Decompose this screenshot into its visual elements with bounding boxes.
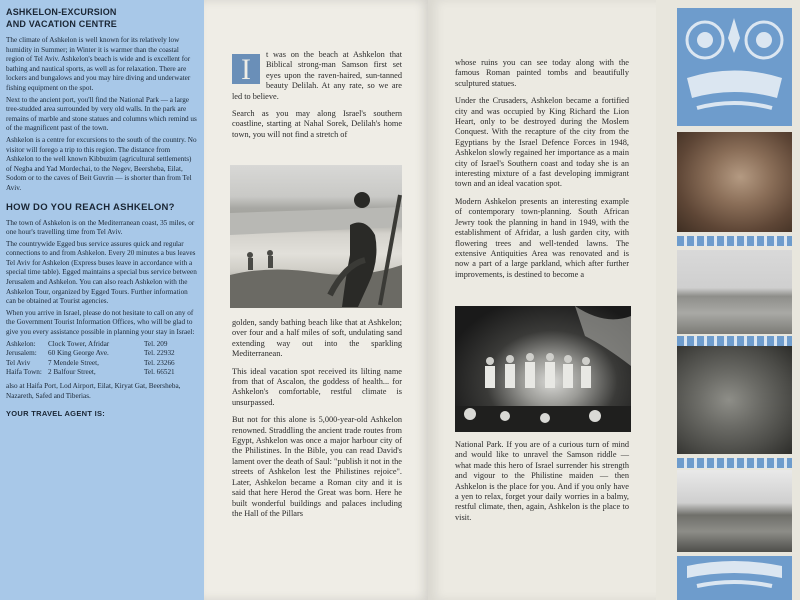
contact-row [6, 368, 198, 378]
mid2-top-column [455, 58, 629, 287]
paragraph-crusaders: Under the Crusaders, Ashkelon became a fortified city and was occupied by King Richard the Lion Heart, only to be destroyed during the Moslem Conquest. With the recapture of the city from the Egyptians by the Israel Defence Forces in 1948, Ashkelon slowly regained her importance as a main city of Israel's Southern coast and today she is an interesting mixture of a fast developing immigrant town and an ideal vacation spot. [455, 96, 629, 189]
concert-scene-graphic [455, 306, 631, 432]
contact-phone: Tel. 209 [144, 339, 168, 348]
contact-address: 7 Mendele Street, [48, 358, 99, 367]
contact-phone: Tel. 66521 [144, 368, 175, 377]
base-ornament-icon [677, 556, 792, 600]
statue-photo [677, 346, 792, 454]
paragraph-tourist-offices: When you arrive in Israel, please do not hesitate to call on any of the Government Tourist Information Offices, who will be glad to give you every assistance possible in planning your stay in Israel: [6, 308, 195, 337]
paragraph-modern-ashkelon: Modern Ashkelon presents an interesting example of contemporary town-planning. South African Jewry took the planning in hand in 1949, with the establishment of Afridar, a lush garden city, with flowering trees and well-tended lawns. The extensive Antiquities Area was renovated and is now a part of a large parkland, which after further improvements, is destined to become a [455, 196, 629, 279]
beach-photo [230, 165, 402, 308]
heading-how-to-reach: HOW DO YOU REACH ASHKELON? [6, 201, 175, 213]
mid1-intro-column [232, 50, 402, 147]
garden-photo [677, 470, 792, 552]
paragraph-search-coast: Search as you may along Israel's southern coastline, starting at Nahal Sorek, Delilah's home town, you will not find a stretch of [232, 109, 402, 139]
paragraph-golden-beach: golden, sandy bathing beach like that at Ashkelon; over four and a half miles of soft, undulating sand extending way out into the sparkling Mediterranean. [232, 318, 402, 359]
paragraph-other-offices: also at Haifa Port, Lod Airport, Eilat, Kiryat Gat, Beersheba, Nazareth, Safed and Tiberias. [6, 382, 181, 400]
travel-agent-label: YOUR TRAVEL AGENT IS: [6, 409, 106, 419]
fresco-portrait-photo [677, 132, 792, 232]
paragraph-bus-service: The countrywide Egged bus service assures quick and regular connections to and from Ashkelon. Every 20 minutes a bus leaves Tel Aviv for Ashkelon (Express buses leave in accordance with a special time table). Egged maintains a special bus service between Jerusalem and Ashkelon. You can also reach Ashkelon with the Ashkelon Tour, organized by Egged Tours. Further information can be obtained at Tourist agencies. [6, 239, 197, 306]
mid1-body-column [232, 318, 402, 526]
dropcap-letter: I [232, 54, 260, 84]
paragraph-location: The town of Ashkelon is on the Mediterranean coast, 35 miles, or one hour's travelling time from Tel Aviv. [6, 218, 195, 237]
mid2-bottom-column [455, 440, 629, 530]
contact-address: 2 Balfour Street, [48, 368, 96, 377]
contact-city: Ashkelon: [6, 339, 36, 348]
contact-phone: Tel. 22932 [144, 349, 175, 358]
contact-row [6, 340, 198, 350]
paragraph-excursions: Ashkelon is a centre for excursions to the south of the country. No visitor will forego a trip to this region. The distance from Ashkelon to the well known Kibbuzim (agricultural settlements) of Negba and Yad Mordechai, to the Negev, Beersheba, Eilat, Sodom or to the caves of Beit Guvrin — is shorter than from Tel Aviv. [6, 135, 197, 192]
left-text-column [6, 6, 198, 418]
contact-city: Haifa Town: [6, 368, 42, 377]
contact-row [6, 359, 198, 369]
contact-list [6, 340, 198, 378]
paragraph-climate: The climate of Ashkelon is well known for its relatively low humidity in Summer; in Winter it is warmer than the coastal region of Tel Aviv. Ashkelon's beach is wide and is excellent for bathing and nautical sports, as well as for relaxation. There are lockers and bungalows and you may hire diving and underwater fishing equipment on the spot. [6, 36, 191, 92]
contact-address: 60 King George Ave. [48, 349, 109, 358]
contact-address: Clock Tower, Afridar [48, 339, 110, 348]
paragraph-ascalon-name: This ideal vacation spot received its lilting name from that of Ascalon, the goddess of health... for Ashkelon's comfortable, restful climate is unsurpassed. [232, 366, 402, 407]
decorative-stripe [677, 236, 792, 246]
contact-city: Tel Aviv [6, 358, 31, 367]
decorative-stripe [677, 336, 792, 346]
heading-excursion-centre: ASHKELON-EXCURSION AND VACATION CENTRE [6, 7, 117, 29]
paragraph-national-park: Next to the ancient port, you'll find the National Park — a large tree-studded area surrounded by very old walls. In the park are remains of marble and stone statues and columns which remind us of the magnificent past of the town. [6, 95, 197, 133]
paragraph-roman-ruins: whose ruins you can see today along with the famous Roman painted tombs and beautifully sculptured statues. [455, 58, 629, 88]
contact-row [6, 349, 198, 359]
left-panel [0, 0, 206, 600]
concert-photo [455, 306, 631, 432]
capital-ornament-icon [677, 8, 792, 126]
contact-phone: Tel. 23266 [144, 358, 175, 367]
paragraph-intro-text: t was on the beach at Ashkelon that Biblical strong-man Samson first set eyes upon the raven-haired, sun-tanned beauty Delilah. At any rate, so we are led to believe. [232, 50, 402, 101]
contact-city: Jerusalem: [6, 349, 37, 358]
paragraph-intro [232, 50, 402, 102]
decorative-stripe [677, 458, 792, 468]
street-scene-photo [677, 250, 792, 334]
paragraph-samson-riddle: National Park. If you are of a curious turn of mind and would like to unravel the Samson riddle — what made this hero of Israel surrender his strength and vigour to the Philistine maiden — then Ashkelon is the place for you. And if you only have a yen to relax, forget your daily worries in a balmy, restful climate, then, again, Ashkelon is the place to visit. [455, 440, 629, 522]
beach-scene-graphic [230, 165, 402, 308]
paragraph-history: But not for this alone is 5,000-year-old Ashkelon renowned. Straddling the ancient trade routes from Egypt, Ashkelon was once a major harbour city of the Philistines. In the Bible, you can read David's lament over the death of Saul: "publish it not in the streets of Ashkelon lest the Philistines rejoice". Later, Ashkelon became a Roman city and it is said that here Herod the Great was born. Here he built wonderful buildings and palaces including the Hall of the Pillars [232, 415, 402, 518]
